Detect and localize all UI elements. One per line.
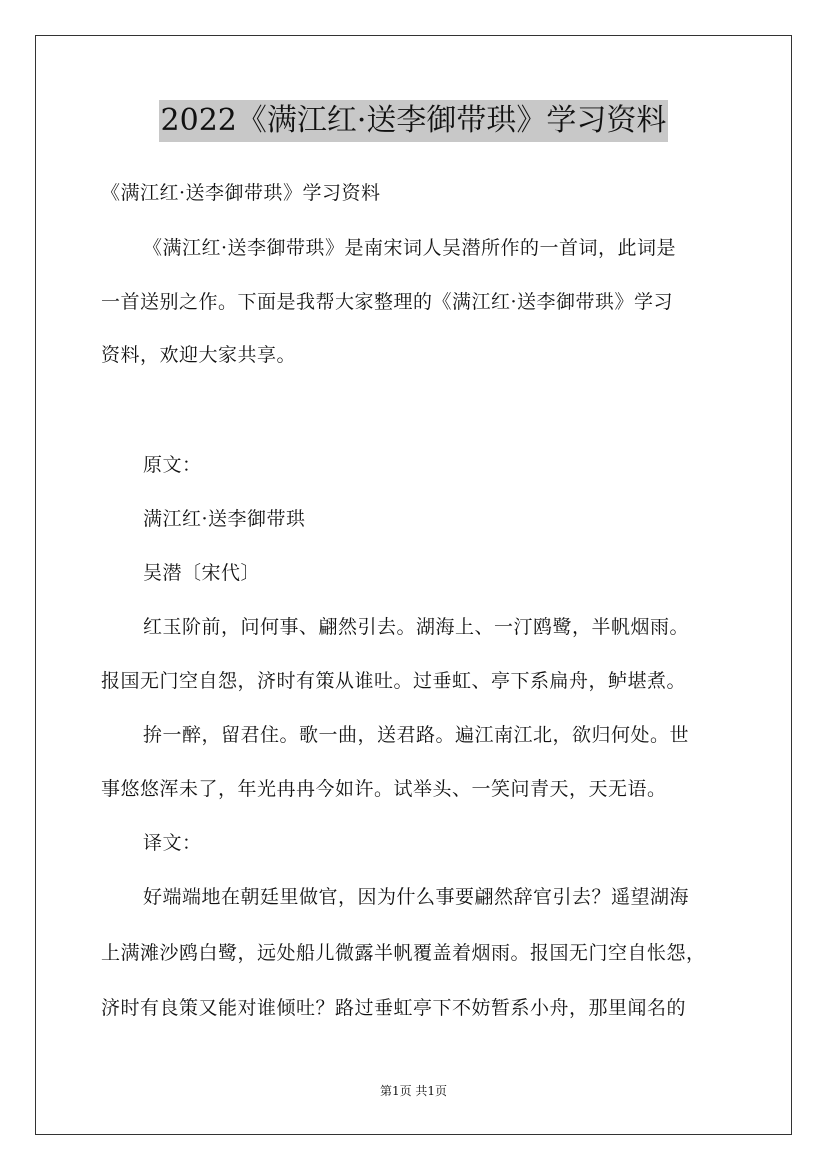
poem-line-4: 事悠悠浑未了，年光冉冉今如许。试举头、一笑问青天，天无语。 (101, 778, 667, 800)
page-footer: 第1页 共1页 (379, 1084, 448, 1098)
poem-line-3: 拚一醉，留君住。歌一曲，送君路。遍江南江北，欲归何处。世 (143, 724, 690, 746)
subtitle: 《满江红·送李御带珙》学习资料 (101, 182, 381, 204)
original-label: 原文： (143, 454, 202, 476)
translation-label: 译文： (143, 832, 202, 854)
poem-title: 满江红·送李御带珙 (143, 508, 306, 530)
poem-author: 吴潜〔宋代〕 (143, 562, 261, 584)
intro-line-3: 资料，欢迎大家共享。 (101, 344, 297, 366)
translation-line-1: 好端端地在朝廷里做官，因为什么事要翩然辞官引去？遥望湖海 (143, 886, 690, 908)
intro-line-2: 一首送别之作。下面是我帮大家整理的《满江红·送李御带珙》学习 (101, 291, 674, 313)
title-container (0, 100, 827, 142)
poem-line-1: 红玉阶前，问何事、翩然引去。湖海上、一汀鸥鹭，半帆烟雨。 (143, 616, 690, 638)
translation-line-2: 上满滩沙鸥白鹭，远处船儿微露半帆覆盖着烟雨。报国无门空自怅怨， (101, 942, 706, 964)
translation-line-3: 济时有良策又能对谁倾吐？路过垂虹亭下不妨暂系小舟，那里闻名的 (101, 997, 687, 1019)
intro-line-1: 《满江红·送李御带珙》是南宋词人吴潜所作的一首词，此词是 (143, 237, 677, 259)
poem-line-2: 报国无门空自怨，济时有策从谁吐。过垂虹、亭下系扁舟，鲈堪煮。 (101, 670, 687, 692)
document-title: 2022《满江红·送李御带珙》学习资料 (159, 100, 669, 142)
